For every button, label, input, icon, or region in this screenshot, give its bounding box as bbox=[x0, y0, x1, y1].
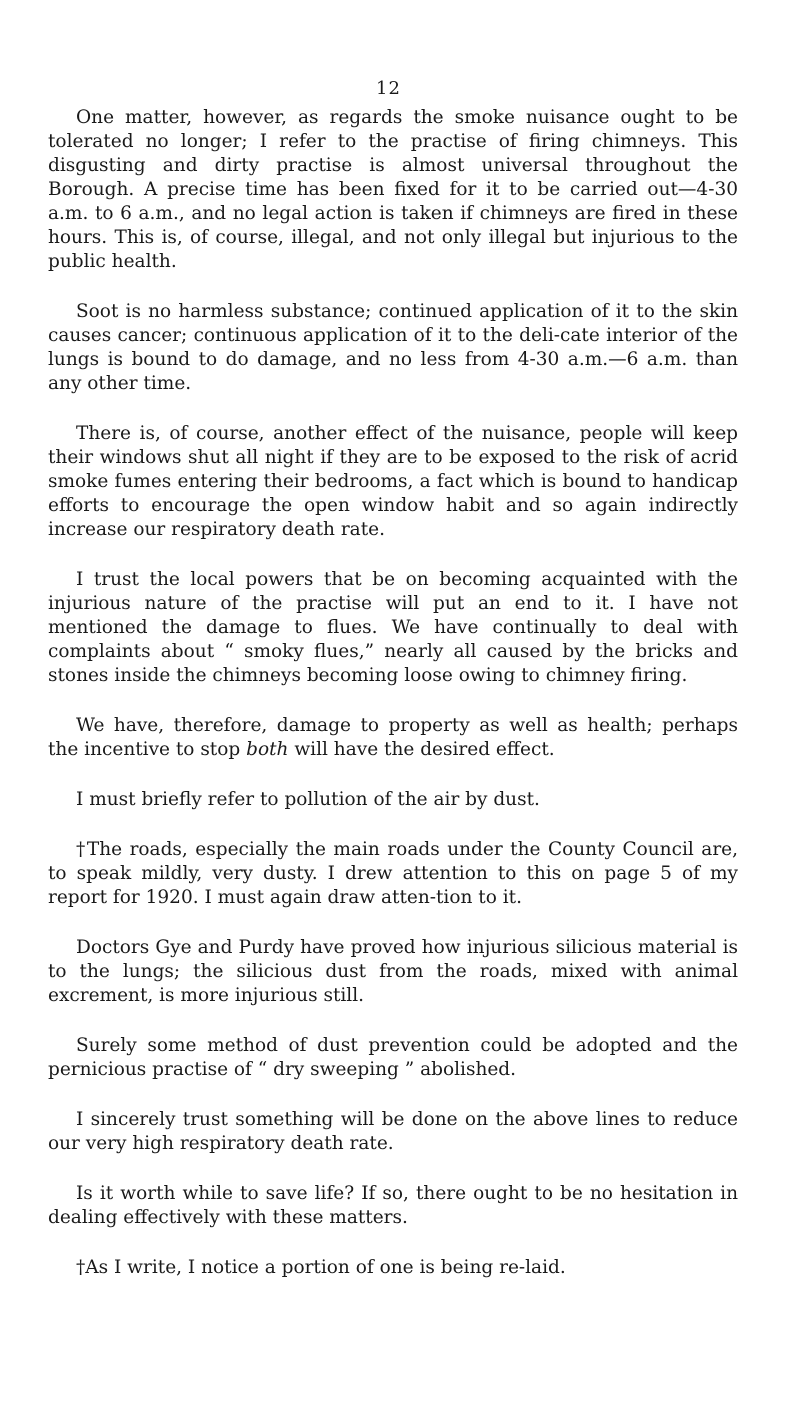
paragraph-respiratory-rate: I sincerely trust something will be done on the above lines to reduce our very high respiratory death rate. bbox=[48, 1109, 738, 1154]
paragraph-windows: There is, of course, another effect of the nuisance, people will keep their windows shut all night if they are to be exposed to the risk of acrid smoke fumes entering their bedrooms, a fact which is bound to handicap efforts to encourage the open window habit and so again indirectly increase our respiratory death rate. bbox=[48, 423, 738, 540]
page-number: 12 bbox=[376, 78, 401, 99]
paragraph-roads: †The roads, especially the main roads under the County Council are, to speak mildly, very dusty. I drew attention to this on page 5 of my report for 1920. I must again draw atten-tion to it. bbox=[48, 839, 738, 908]
emphasis-both: both bbox=[246, 739, 289, 760]
paragraph-silicious-material: Doctors Gye and Purdy have proved how injurious silicious material is to the lungs; the silicious dust from the roads, mixed with animal excrement, is more injurious still. bbox=[48, 937, 738, 1006]
paragraph-property-health: We have, therefore, damage to property as well as health; perhaps the incentive to stop both will have the desired effect. bbox=[48, 715, 738, 760]
paragraph-dust-prevention: Surely some method of dust prevention could be adopted and the pernicious practise of “ dry sweeping ” abolished. bbox=[48, 1035, 738, 1080]
footnote: †As I write, I notice a portion of one is being re-laid. bbox=[76, 1257, 566, 1278]
paragraph-dust: I must briefly refer to pollution of the air by dust. bbox=[76, 789, 540, 810]
paragraph-save-life: Is it worth while to save life? If so, there ought to be no hesitation in dealing effectively with these matters. bbox=[48, 1183, 738, 1228]
paragraph-flues: I trust the local powers that be on becoming acquainted with the injurious nature of the practise will put an end to it. I have not mentioned the damage to flues. We have continually to deal with complaints about “ smoky flues,” nearly all caused by the bricks and stones inside the chimneys becoming loose owing to chimney firing. bbox=[48, 569, 738, 686]
paragraph-chimney-firing: One matter, however, as regards the smoke nuisance ought to be tolerated no longer; I refer to the practise of firing chimneys. This disgusting and dirty practise is almost universal throughout the Borough. A precise time has been fixed for it to be carried out—4-30 a.m. to 6 a.m., and no legal action is taken if chimneys are fired in these hours. This is, of course, illegal, and not only illegal but injurious to the public health. bbox=[48, 107, 738, 272]
body-text bbox=[48, 106, 738, 1306]
paragraph-soot: Soot is no harmless substance; continued application of it to the skin causes cancer; continuous application of it to the deli-cate interior of the lungs is bound to do damage, and no less from 4-30 a.m.—6 a.m. than any other time. bbox=[48, 301, 738, 394]
